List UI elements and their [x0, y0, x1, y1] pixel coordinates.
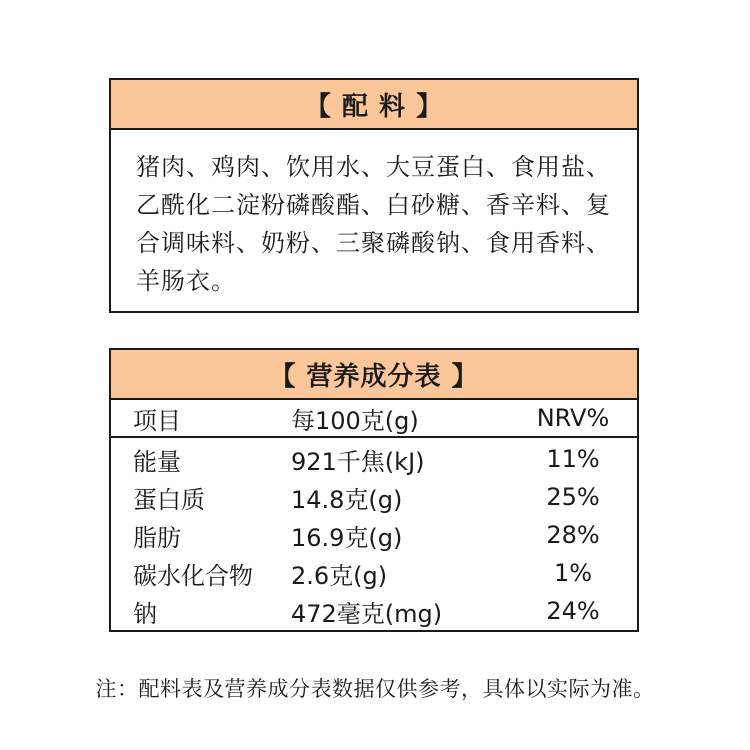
- row-item: 脂肪: [133, 523, 181, 552]
- table-row: [111, 516, 637, 554]
- row-amount: 472毫克(mg): [291, 599, 443, 628]
- table-body: [111, 438, 637, 630]
- row-item: 钠: [133, 599, 157, 628]
- row-nrv: 24%: [546, 597, 600, 625]
- header-item: 项目: [133, 406, 181, 435]
- header-nrv: NRV%: [536, 404, 610, 432]
- table-row: [111, 440, 637, 478]
- row-amount: 921千焦(kJ): [291, 447, 425, 476]
- row-nrv: 11%: [546, 445, 600, 473]
- table-row: [111, 554, 637, 592]
- row-amount: 16.9克(g): [291, 523, 403, 552]
- row-amount: 14.8克(g): [291, 485, 403, 514]
- row-nrv: 1%: [553, 559, 593, 587]
- ingredients-panel: [109, 78, 639, 313]
- nutrition-table: [109, 348, 639, 632]
- row-item: 能量: [133, 447, 181, 476]
- ingredients-title: 【 配 料 】: [111, 80, 637, 130]
- ingredients-text: 猪肉、鸡肉、饮用水、大豆蛋白、食用盐、乙酰化二淀粉磷酸酯、白砂糖、香辛料、复合调味料、奶粉、三聚磷酸钠、食用香料、羊肠衣。: [136, 153, 611, 295]
- header-per-100g: 每100克(g): [291, 406, 419, 435]
- nutrition-title: 【 营养成分表 】: [111, 350, 637, 400]
- row-item: 碳水化合物: [133, 561, 253, 590]
- table-row: [111, 478, 637, 516]
- row-amount: 2.6克(g): [291, 561, 388, 590]
- disclaimer-note: 注：配料表及营养成分表数据仅供参考，具体以实际为准。: [95, 677, 655, 701]
- row-nrv: 28%: [546, 521, 600, 549]
- table-header-row: [111, 400, 637, 438]
- table-row: [111, 592, 637, 630]
- row-item: 蛋白质: [133, 485, 205, 514]
- row-nrv: 25%: [546, 483, 600, 511]
